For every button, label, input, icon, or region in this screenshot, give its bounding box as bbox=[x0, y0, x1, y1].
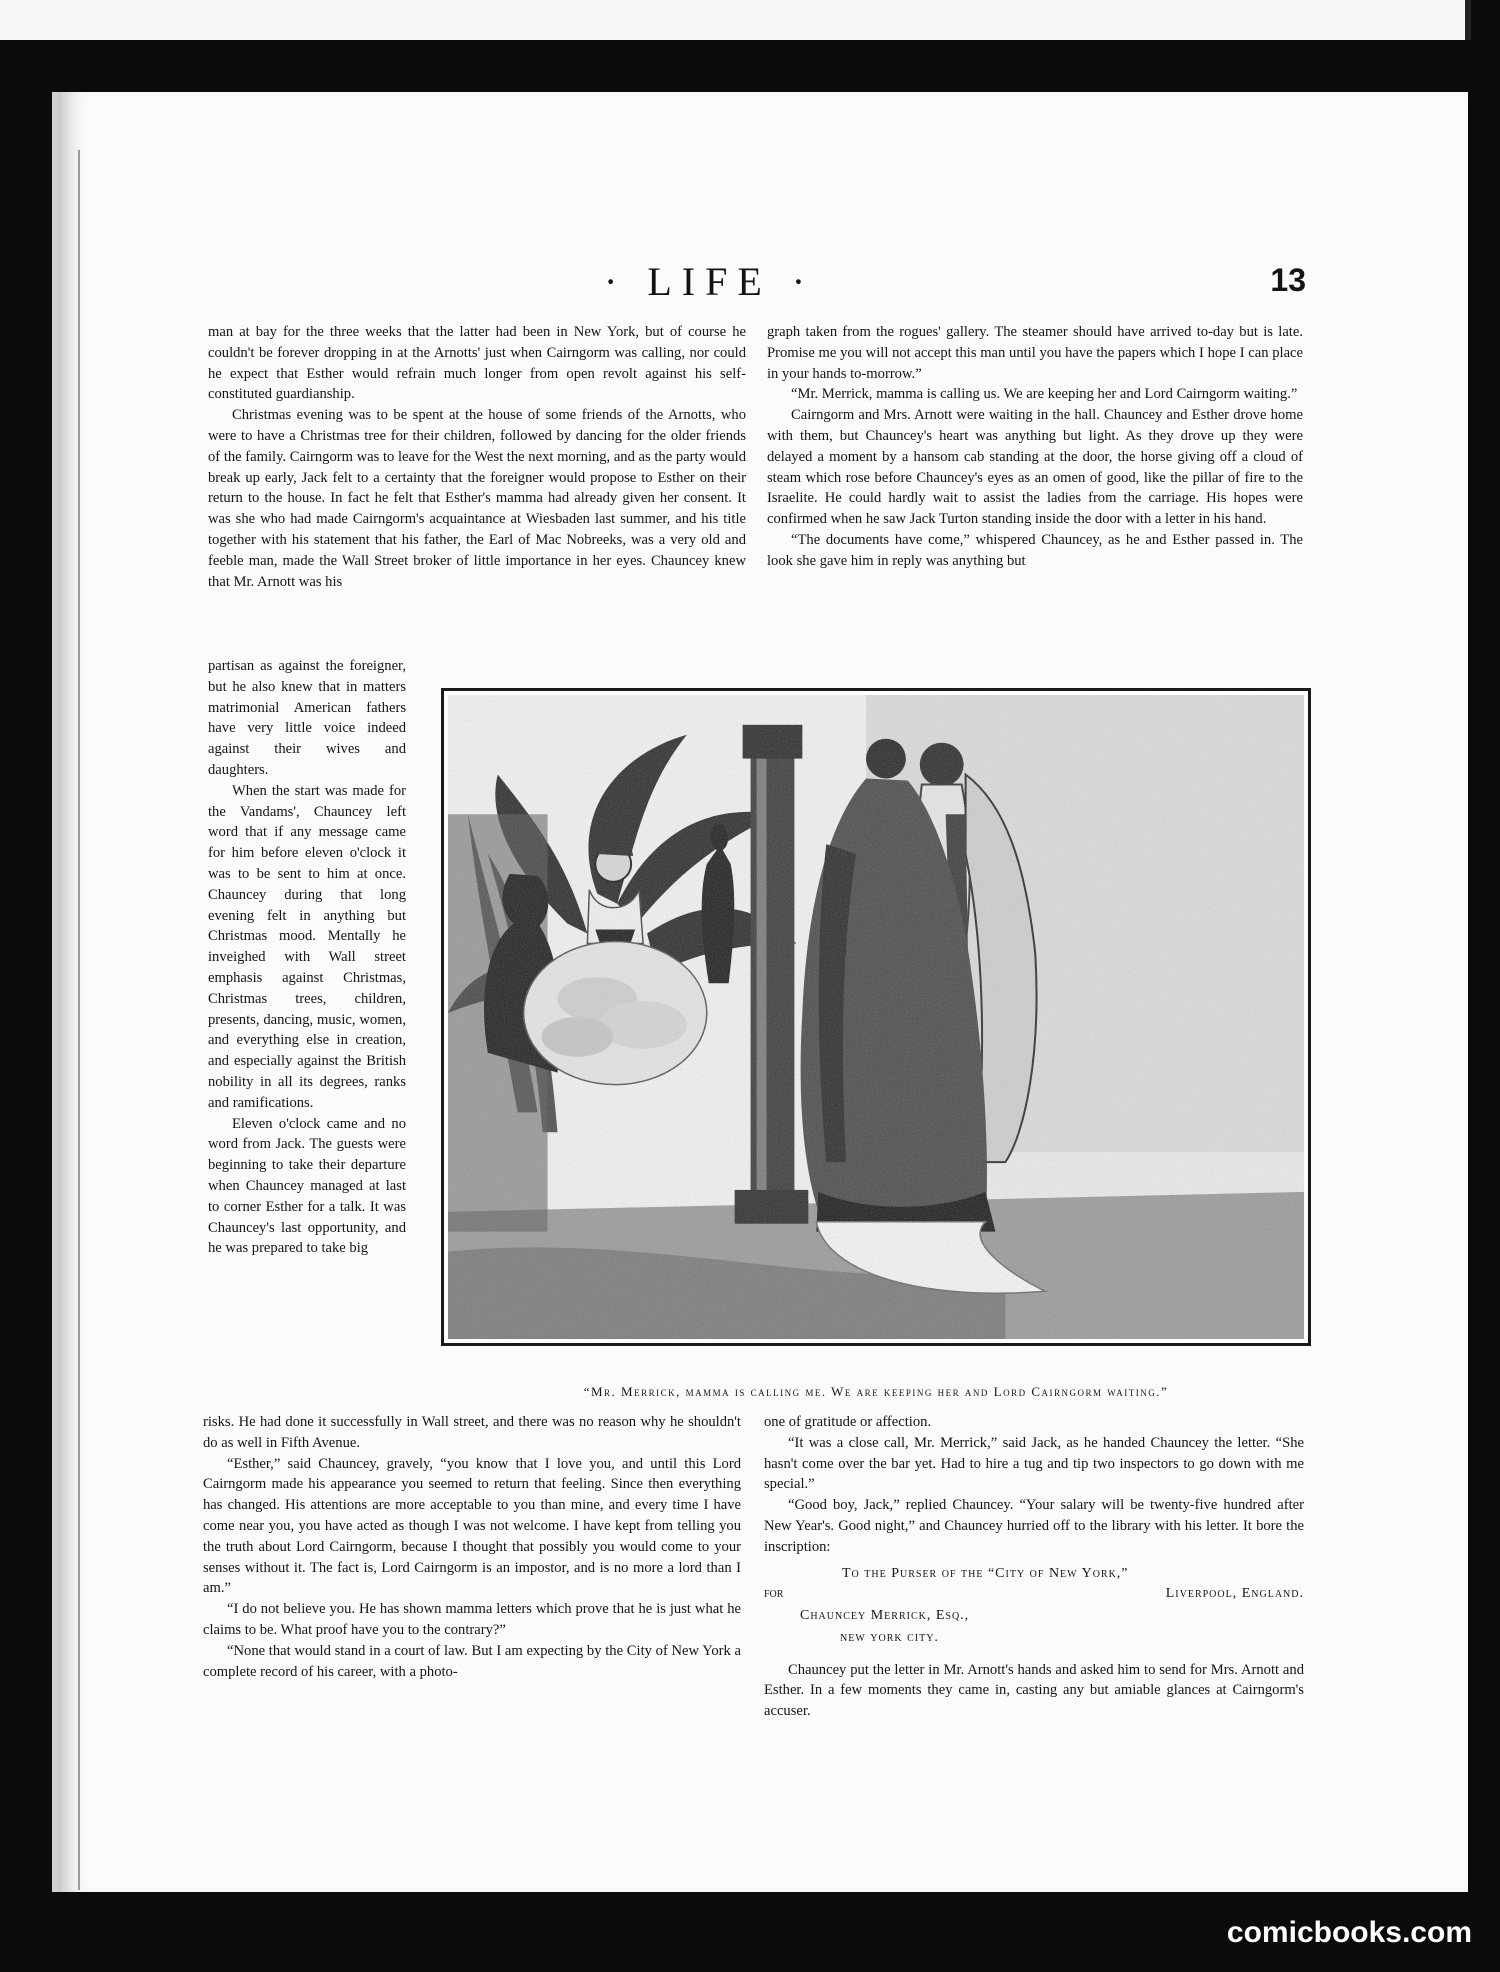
page-header bbox=[520, 258, 1320, 308]
illustration-caption: “Mr. Merrick, mamma is calling me. We are keeping her and Lord Cairngorm waiting.” bbox=[583, 1384, 1169, 1399]
page-gutter-line bbox=[78, 150, 80, 1890]
paragraph: Eleven o'clock came and no word from Jack. The guests were beginning to take their departure when Chauncey managed at last to corner Esther for a talk. It was Chauncey's last opportunity, and he was prepared to take big bbox=[208, 1115, 406, 1257]
left-column-bottom bbox=[203, 1412, 741, 1682]
paragraph: “It was a close call, Mr. Merrick,” said Jack, as he handed Chauncey the letter. “She hasn't come over the bar yet. Had to hire a tug and tip two inspectors to go down with me special.” bbox=[764, 1434, 1304, 1493]
paragraph: When the start was made for the Vandams', Chauncey left word that if any message came for him before eleven o'clock it was to be sent to him at once. Chauncey during that long evening felt in anything but Christmas mood. Mentally he inveighed with Wall street emphasis against Christmas, Christmas trees, children, presents, dancing, music, women, and everything else in creation, and especially against the British nobility in all its degrees, ranks and ramifications. bbox=[208, 782, 406, 1111]
right-column-top bbox=[767, 322, 1303, 572]
right-bottom-closing bbox=[764, 1660, 1304, 1722]
paragraph: graph taken from the rogues' gallery. The steamer should have arrived to-day but is late. Promise me you will not accept this man until you have the papers which I hope I can place in your hands to-morrow.” bbox=[767, 324, 1303, 382]
watermark-text: comicbooks.com bbox=[1226, 1916, 1472, 1949]
paragraph: risks. He had done it successfully in Wall street, and there was no reason why he shouldn't do as well in Fifth Avenue. bbox=[203, 1414, 741, 1451]
previous-page-edge bbox=[0, 0, 1471, 40]
paragraph: man at bay for the three weeks that the latter had been in New York, but of course he couldn't be forever dropping in at the Arnotts' just when Cairngorm was calling, nor could he expect that Esther would refrain much longer from open revolt against his self-constituted guardianship. bbox=[208, 324, 746, 403]
ball-scene-illustration bbox=[448, 695, 1304, 1339]
right-bottom-paragraphs bbox=[764, 1412, 1304, 1558]
letter-inscription bbox=[764, 1564, 1304, 1652]
inscription-line-1: To the Purser of the “City of New York,” bbox=[842, 1565, 1129, 1581]
masthead-title: · LIFE · bbox=[604, 259, 816, 304]
paragraph: Christmas evening was to be spent at the house of some friends of the Arnotts, who were to have a Christmas tree for their children, followed by dancing for the older friends of the family. Cairngorm was to leave for the West the next morning, and as the party would break up early, Jack felt to a certainty that the foreigner would propose to Esther on their return to the house. In fact he felt that Esther's mamma had already given her consent. It was she who had made Cairngorm's acquaintance at Wiesbaden last summer, and his title together with his statement that his father, the Earl of Mac Nobreeks, was a very old and feeble man, made the Wall Street broker of little importance in her eyes. Chauncey knew that Mr. Arnott was his bbox=[208, 407, 746, 590]
paragraph: one of gratitude or affection. bbox=[764, 1414, 932, 1430]
paragraph: “The documents have come,” whispered Chauncey, as he and Esther passed in. The look she gave him in reply was anything but bbox=[767, 531, 1303, 569]
paragraph: “Good boy, Jack,” replied Chauncey. “Your salary will be twenty-five hundred after New Year's. Good night,” and Chauncey hurried off to the library with his letter. It bore the inscription: bbox=[764, 1497, 1304, 1555]
page-number: 13 bbox=[1270, 262, 1306, 298]
paragraph: Cairngorm and Mrs. Arnott were waiting in the hall. Chauncey and Esther drove home with them, but Chauncey's heart was anything but light. As they drove up they were delayed a moment by a hansom cab standing at the door, the horse giving off a cloud of steam which rose before Chauncey's eyes as an omen of good, like the pillar of fire to the Israelite. He could hardly wait to assist the ladies from the carriage. His hopes were confirmed when he saw Jack Turton standing inside the door with a letter in his hand. bbox=[767, 407, 1303, 528]
inscription-city: new york city. bbox=[840, 1629, 939, 1645]
inscription-liverpool: Liverpool, England. bbox=[1165, 1585, 1304, 1601]
paragraph: partisan as against the foreigner, but he also knew that in matters matrimonial American fathers have very little voice indeed against their wives and daughters. bbox=[208, 658, 406, 778]
inscription-for: for bbox=[764, 1585, 784, 1601]
paragraph: “Mr. Merrick, mamma is calling us. We are keeping her and Lord Cairngorm waiting.” bbox=[791, 386, 1298, 403]
right-column-bottom bbox=[764, 1412, 1304, 1722]
left-column-top bbox=[208, 322, 746, 592]
paragraph: “Esther,” said Chauncey, gravely, “you know that I love you, and until this Lord Cairngorm made his appearance you seemed to return that feeling. Since then everything has changed. His attentions are more acceptable to you than mine, and every time I have come near you, you have acted as though I was not welcome. I have kept from telling you the truth about Lord Cairngorm, because I thought that possibly you would come to your senses without it. The fact is, Lord Cairngorm is an impostor, and is no more a lord than I am.” bbox=[203, 1455, 741, 1597]
illustration-frame bbox=[441, 688, 1311, 1346]
inscription-name: Chauncey Merrick, Esq., bbox=[800, 1607, 970, 1623]
paragraph: “None that would stand in a court of law. But I am expecting by the City of New York a complete record of his career, with a photo- bbox=[203, 1642, 741, 1680]
paragraph: “I do not believe you. He has shown mamma letters which prove that he is just what he claims to be. What proof have you to the contrary?” bbox=[203, 1601, 741, 1638]
left-narrow-column bbox=[208, 656, 406, 1259]
paragraph: Chauncey put the letter in Mr. Arnott's hands and asked him to send for Mrs. Arnott and Esther. In a few moments they came in, casting any but amiable glances at Cairngorm's accuser. bbox=[764, 1661, 1304, 1720]
